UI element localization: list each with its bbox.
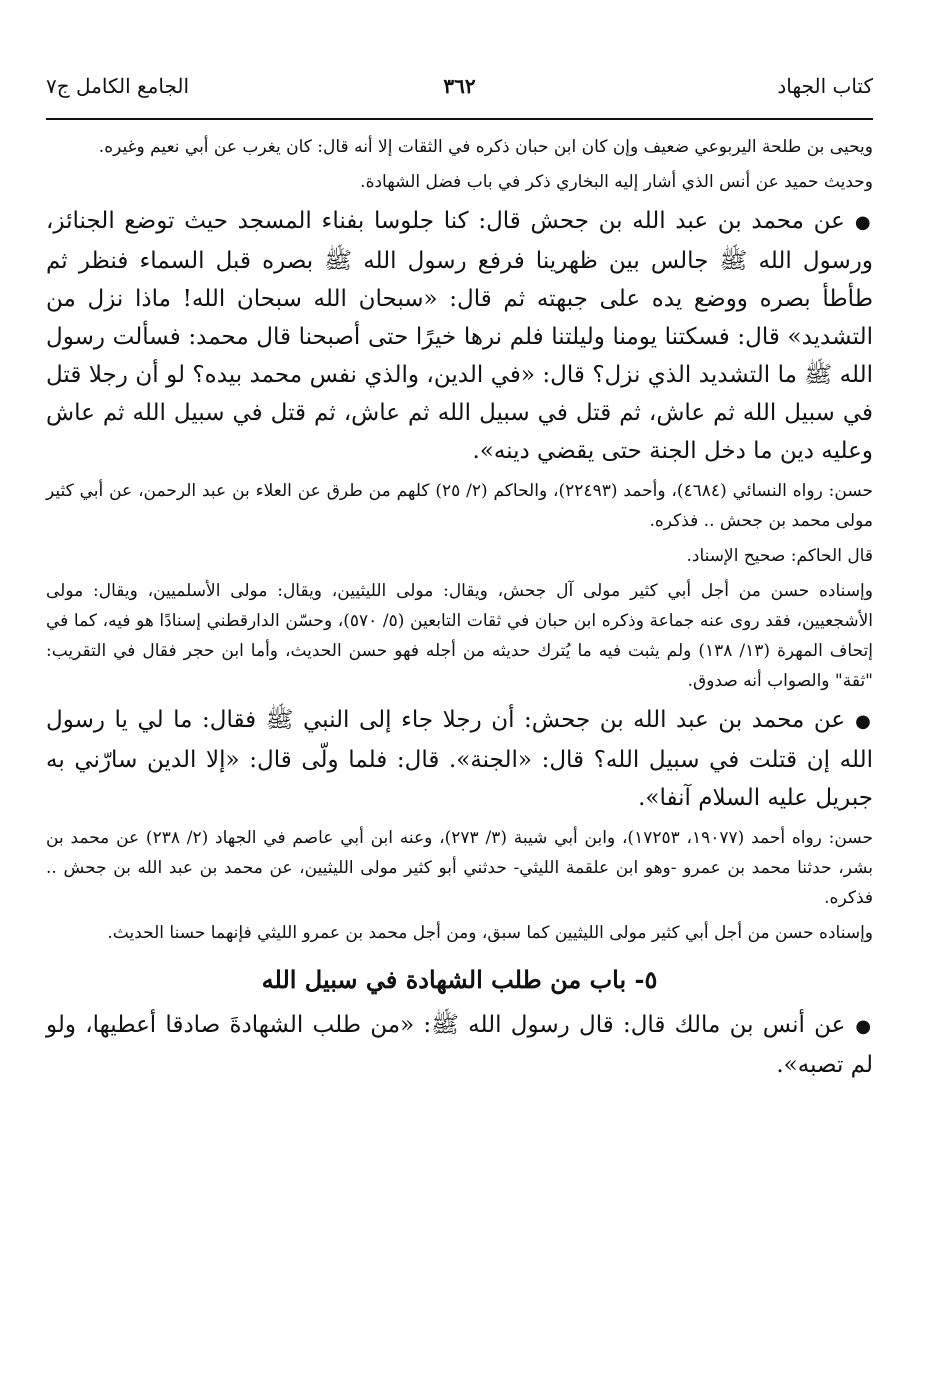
commentary-paragraph: حسن: رواه النسائي (٤٦٨٤)، وأحمد (٢٢٤٩٣)، والحاكم (٢/ ٢٥) كلهم من طرق عن العلاء بن عبد الرحمن، عن أبي كثير مولى محمد بن جحش .. فذكره.	[46, 481, 873, 531]
chapter-title: كتاب الجهاد	[777, 74, 873, 98]
bullet-icon: ●	[855, 711, 873, 732]
book-title: الجامع الكامل ج٧	[46, 74, 190, 98]
commentary-paragraph: وحديث حميد عن أنس الذي أشار إليه البخاري ذكر في باب فضل الشهادة.	[360, 172, 873, 192]
bullet-icon: ●	[854, 212, 873, 233]
commentary-paragraph: حسن: رواه أحمد (١٩٠٧٧، ١٧٢٥٣)، وابن أبي شيبة (٣/ ٢٧٣)، وعنه ابن أبي عاصم في الجهاد (٢/ ٢٣٨) عن محمد بن بشر، حدثنا محمد بن عمرو -وهو ابن علقمة الليثي- حدثني أبو كثير مولى الليثيين، عن محمد بن عبد الله بن جحش .. فذكره.	[46, 828, 874, 908]
hadith-paragraph	[46, 202, 873, 470]
page-number: ٣٦٢	[443, 74, 476, 98]
commentary-paragraph: وإسناده حسن من أجل أبي كثير مولى الليثيين كما سبق، ومن أجل محمد بن عمرو الليثي فإنهما حسنا الحديث.	[107, 923, 873, 943]
commentary-paragraph: قال الحاكم: صحيح الإسناد.	[686, 546, 873, 566]
hadith-paragraph	[46, 701, 873, 817]
section-heading: ٥- باب من طلب الشهادة في سبيل الله	[261, 965, 658, 994]
header-rule	[46, 118, 873, 120]
hadith-paragraph	[46, 1006, 873, 1084]
commentary-paragraph: وإسناده حسن من أجل أبي كثير مولى آل جحش، ويقال: مولى الليثيين، ويقال: مولى الأسلميين، ويقال: مولى الأشجعيين، فقد روى عنه جماعة وذكره ابن حبان في ثقات التابعين (٥/ ٥٧٠)، وحسّن الدارقطني إسنادًا هو فيه، كما في إتحاف المهرة (١٣/ ١٣٨) ولم يثبت فيه ما يُترك حديثه من أجله فهو حسن الحديث، وأما ابن حجر فقال في التقريب: "ثقة" والصواب أنه صدوق.	[46, 581, 873, 691]
hadith-text: عن محمد بن عبد الله بن جحش: أن رجلا جاء إلى النبي ﷺ فقال: ما لي يا رسول الله إن قتلت في سبيل الله؟ قال: «الجنة». قال: فلما ولّى قال: «إلا الدين سارّني به جبريل عليه السلام آنفا».	[46, 707, 873, 811]
commentary-paragraph: ويحيى بن طلحة اليربوعي ضعيف وإن كان ابن حبان ذكره في الثقات إلا أنه قال: كان يغرب عن أبي نعيم وغيره.	[98, 137, 873, 157]
page-header	[46, 70, 873, 114]
page-body	[46, 132, 873, 1090]
hadith-text: عن محمد بن عبد الله بن جحش قال: كنا جلوسا بفناء المسجد حيث توضع الجنائز، ورسول الله ﷺ جالس بين ظهرينا فرفع رسول الله ﷺ بصره قبل السماء فنظر ثم طأطأ بصره ووضع يده على جبهته ثم قال: «سبحان الله سبحان الله! ماذا نزل من التشديد» قال: فسكتنا يومنا وليلتنا فلم نرها خيرًا حتى أصبحنا قال محمد: فسألت رسول الله ﷺ ما التشديد الذي نزل؟ قال: «في الدين، والذي نفس محمد بيده؟ لو أن رجلا قتل في سبيل الله ثم عاش، ثم قتل في سبيل الله ثم عاش، ثم قتل في سبيل الله ثم عاش وعليه دين ما دخل الجنة حتى يقضي دينه».	[46, 208, 873, 464]
bullet-icon: ●	[855, 1016, 873, 1037]
hadith-text: عن أنس بن مالك قال: قال رسول الله ﷺ: «من طلب الشهادةَ صادقا أعطيها، ولو لم تصبه».	[46, 1012, 873, 1078]
